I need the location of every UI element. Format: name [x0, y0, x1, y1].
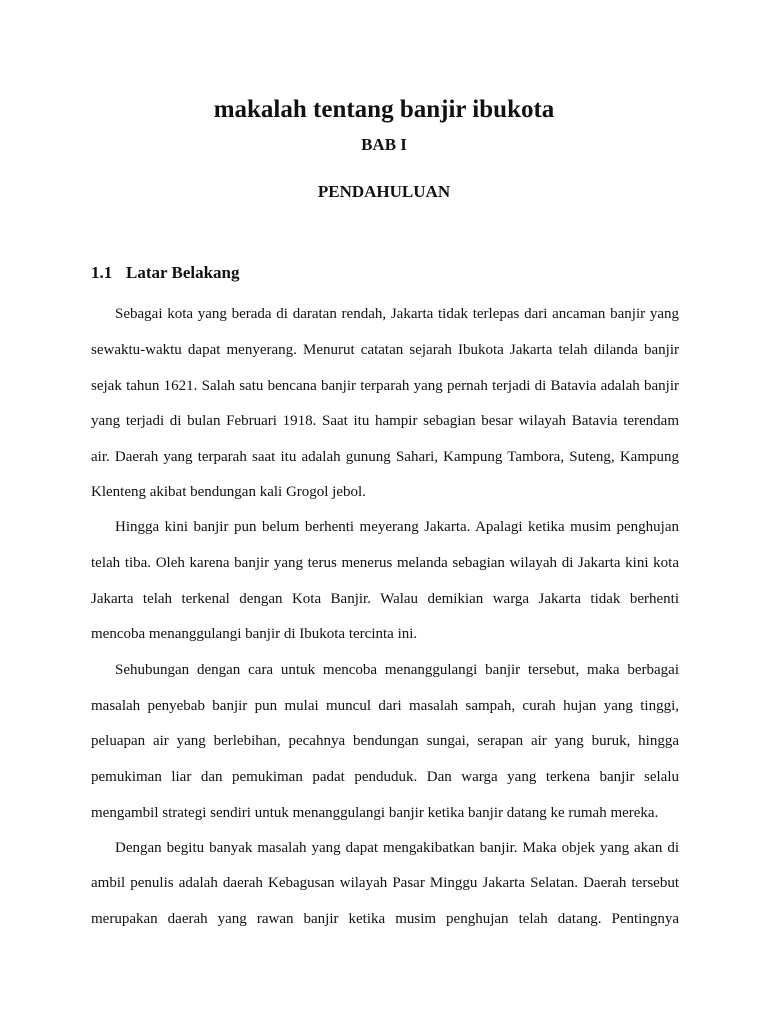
paragraph-line: air. Daerah yang terparah saat itu adalah gunung Sahari, Kampung Tambora, Suteng, Kampung	[91, 449, 679, 465]
paragraph-line: Jakarta telah terkenal dengan Kota Banjir. Walau demikian warga Jakarta tidak berhenti	[91, 591, 679, 607]
paragraph-line: mencoba menanggulangi banjir di Ibukota tercinta ini.	[91, 626, 418, 642]
paragraph-line: Sehubungan dengan cara untuk mencoba menanggulangi banjir tersebut, maka berbagai	[115, 662, 679, 678]
section-number: 1.1	[91, 263, 113, 282]
paragraph-line: ambil penulis adalah daerah Kebagusan wilayah Pasar Minggu Jakarta Selatan. Daerah tersebut	[91, 875, 679, 891]
paragraph-line: sejak tahun 1621. Salah satu bencana banjir terparah yang pernah terjadi di Batavia adalah banjir	[91, 378, 679, 394]
section-heading	[91, 261, 240, 285]
chapter-number: BAB I	[361, 135, 407, 154]
paragraph-line: sewaktu-waktu dapat menyerang. Menurut catatan sejarah Ibukota Jakarta telah dilanda banjir	[91, 342, 679, 358]
chapter-title: PENDAHULUAN	[317, 182, 451, 201]
paragraph-line: peluapan air yang berlebihan, pecahnya bendungan sungai, serapan air yang buruk, hingga	[91, 733, 679, 749]
paragraph-line: mengambil strategi sendiri untuk menanggulangi banjir ketika banjir datang ke rumah mereka.	[91, 805, 659, 821]
paragraph-line: merupakan daerah yang rawan banjir ketika musim penghujan telah datang. Pentingnya	[91, 911, 679, 927]
paragraph-line: Hingga kini banjir pun belum berhenti meyerang Jakarta. Apalagi ketika musim penghujan	[115, 519, 679, 535]
paragraph-line: Klenteng akibat bendungan kali Grogol jebol.	[91, 484, 366, 500]
paragraph-line: pemukiman liar dan pemukiman padat penduduk. Dan warga yang terkena banjir selalu	[91, 769, 679, 785]
section-title: Latar Belakang	[126, 263, 240, 282]
document-title: makalah tentang banjir ibukota	[213, 96, 555, 123]
paragraph-line: yang terjadi di bulan Februari 1918. Saat itu hampir sebagian besar wilayah Batavia terendam	[91, 413, 679, 429]
paragraph-line: masalah penyebab banjir pun mulai muncul dari masalah sampah, curah hujan yang tinggi,	[91, 698, 679, 714]
paragraph-line: Sebagai kota yang berada di daratan rendah, Jakarta tidak terlepas dari ancaman banjir yang	[115, 306, 679, 322]
paragraph-line: Dengan begitu banyak masalah yang dapat mengakibatkan banjir. Maka objek yang akan di	[115, 840, 679, 856]
paragraph-line: telah tiba. Oleh karena banjir yang terus menerus melanda sebagian wilayah di Jakarta kini kota	[91, 555, 679, 571]
